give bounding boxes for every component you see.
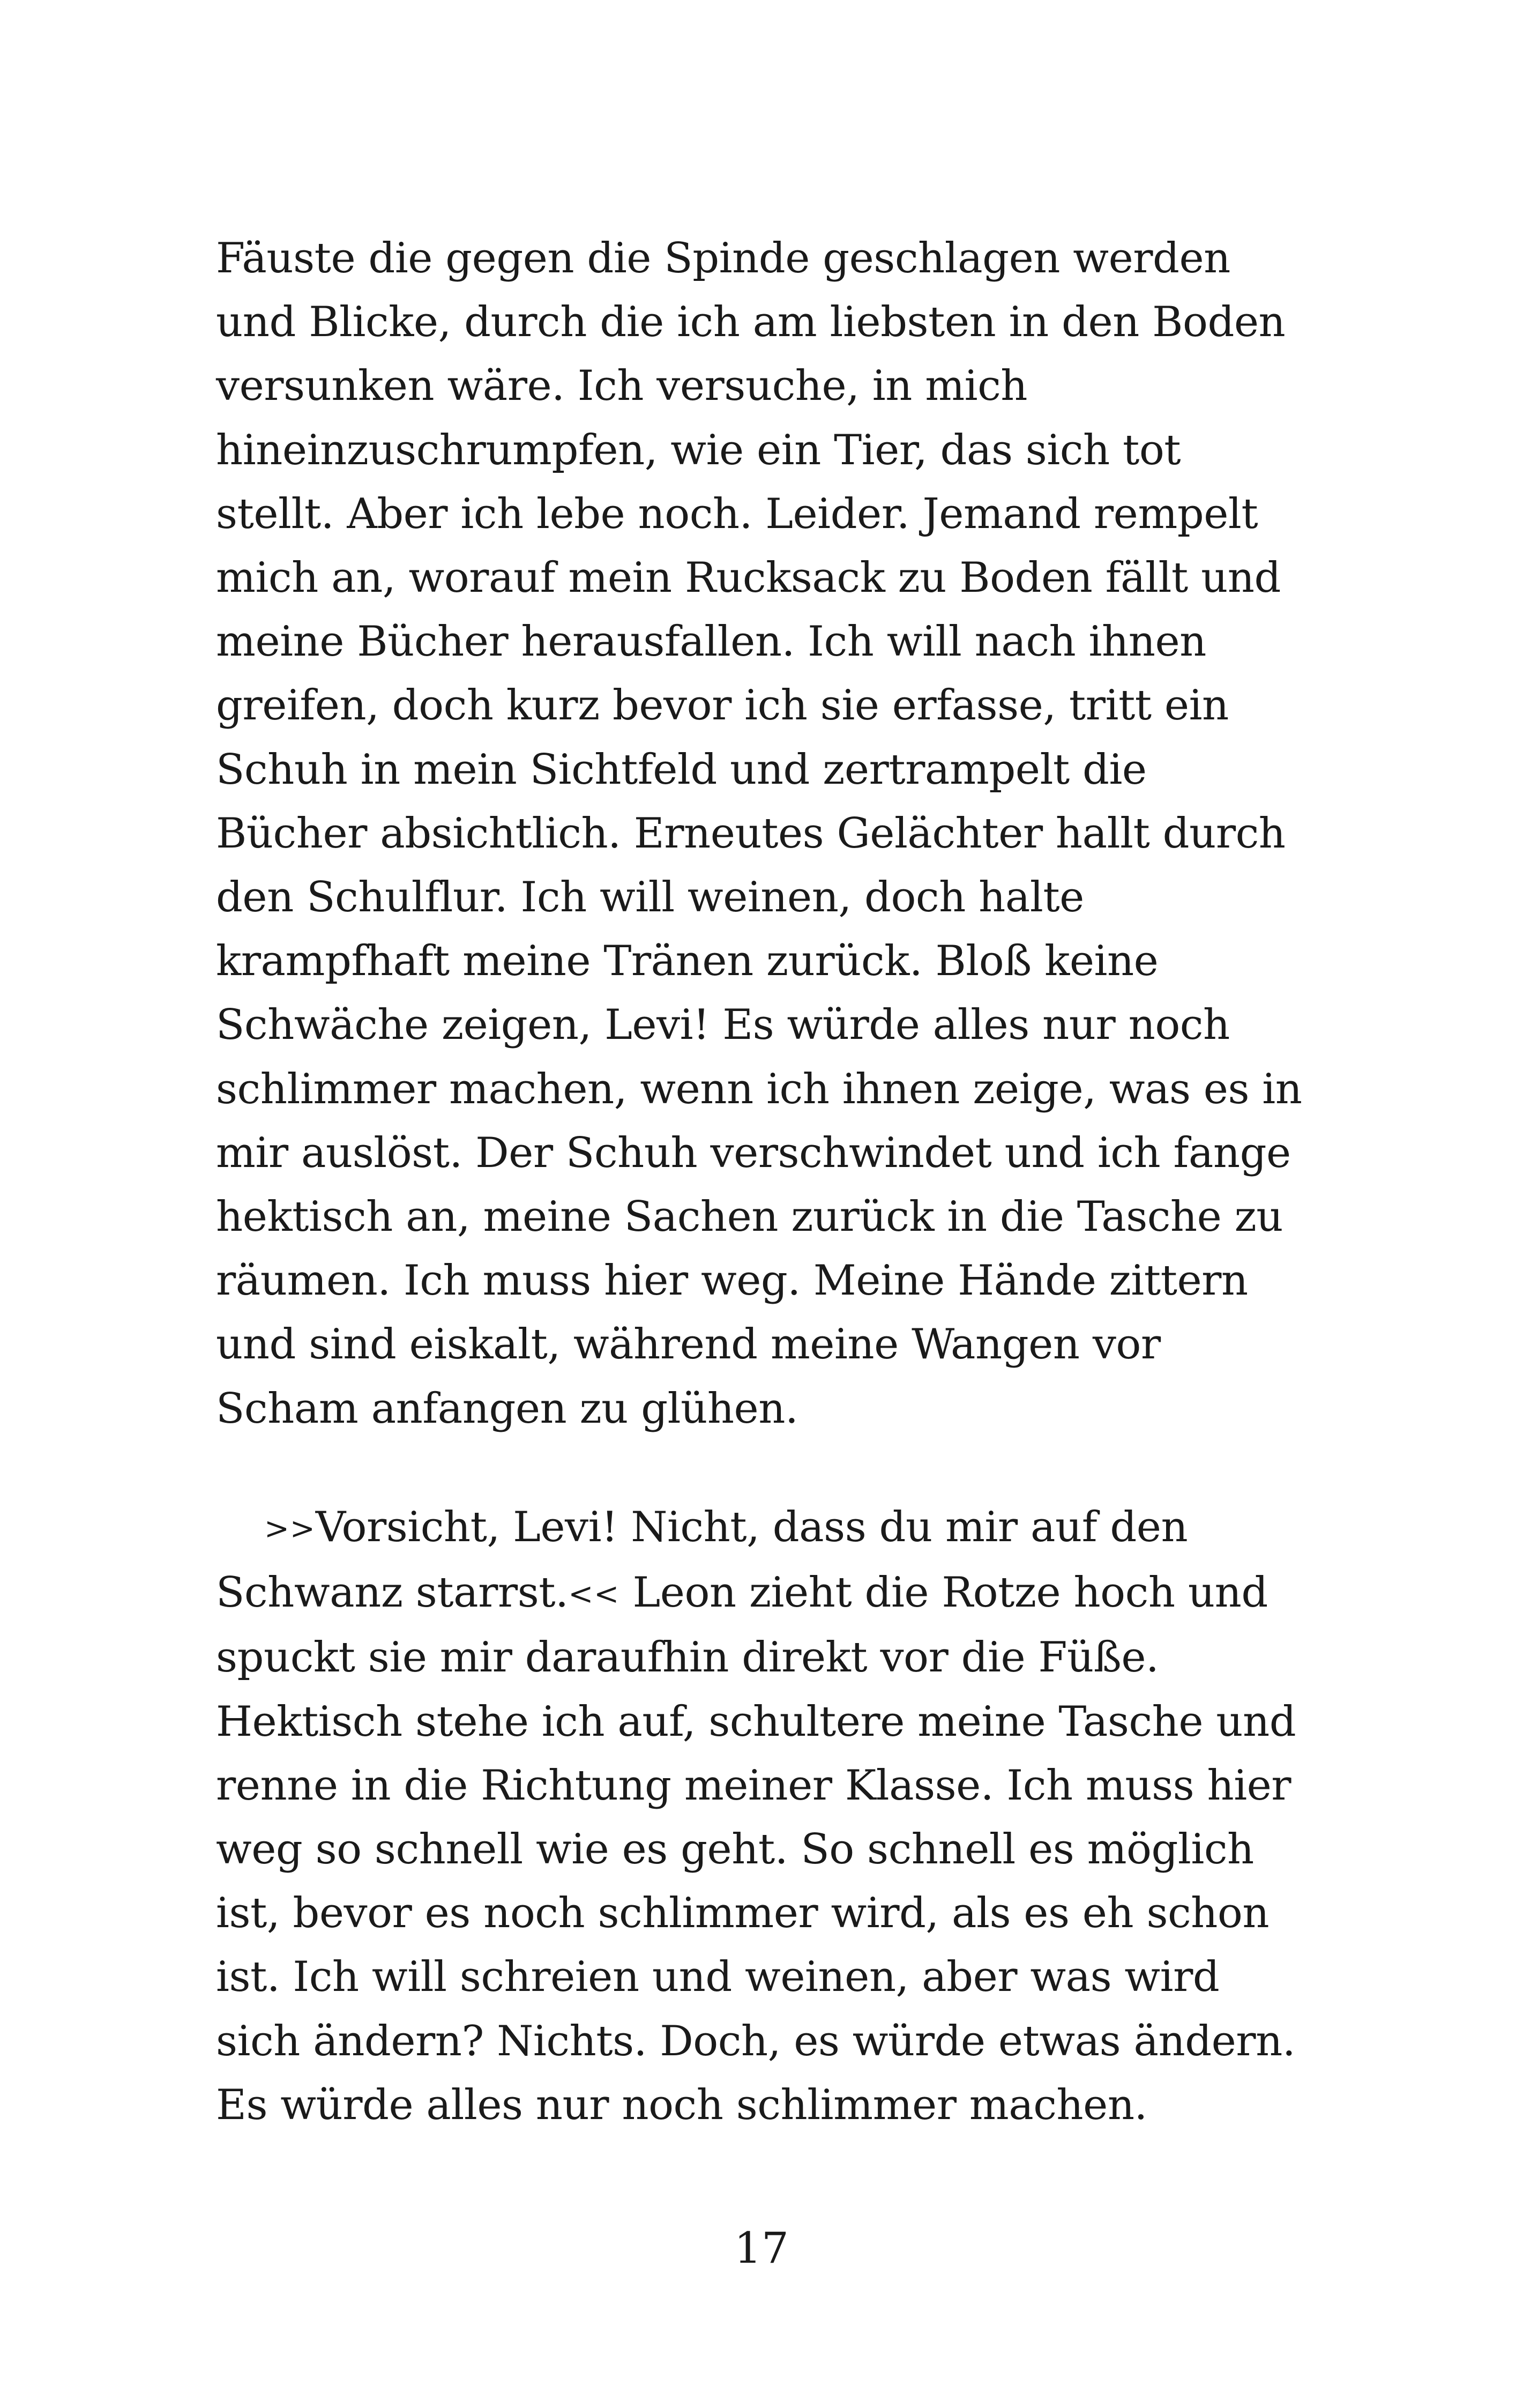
text-line: sich ändern? Nichts. Doch, es würde etwas ändern. xyxy=(216,2017,1296,2065)
text-segment: Leon zieht die Rotze hoch und xyxy=(619,1568,1268,1617)
close-quote-mark: << xyxy=(568,1577,620,1612)
text-line: meine Bücher herausfallen. Ich will nach ihnen xyxy=(216,618,1206,666)
text-line-first xyxy=(216,1496,1331,1561)
text-line: ist, bevor es noch schlimmer wird, als es eh schon xyxy=(216,1889,1270,1938)
paragraph-2 xyxy=(216,1496,1331,2137)
paragraph-1 xyxy=(216,227,1331,1441)
text-line: spuckt sie mir daraufhin direkt vor die Füße. xyxy=(216,1633,1159,1682)
text-line: Hektisch stehe ich auf, schultere meine Tasche und xyxy=(216,1697,1296,1746)
page-number: 17 xyxy=(734,2223,789,2273)
text-line: räumen. Ich muss hier weg. Meine Hände zittern xyxy=(216,1257,1248,1305)
text-line: versunken wäre. Ich versuche, in mich xyxy=(216,362,1028,411)
text-line-second xyxy=(216,1561,1331,1626)
text-line: Schwäche zeigen, Levi! Es würde alles nur noch xyxy=(216,1001,1230,1050)
open-quote-mark: >> xyxy=(264,1511,316,1547)
text-line: und Blicke, durch die ich am liebsten in den Boden xyxy=(216,298,1286,347)
text-line: Scham anfangen zu glühen. xyxy=(216,1384,798,1433)
text-line: und sind eiskalt, während meine Wangen vor xyxy=(216,1320,1161,1369)
text-segment: Schwanz starrst. xyxy=(216,1568,569,1617)
text-line: mir auslöst. Der Schuh verschwindet und ich fange xyxy=(216,1128,1291,1177)
text-line: den Schulflur. Ich will weinen, doch halte xyxy=(216,873,1084,922)
text-line: Es würde alles nur noch schlimmer machen. xyxy=(216,2080,1147,2129)
text-line: Bücher absichtlich. Erneutes Gelächter hallt durch xyxy=(216,809,1286,858)
text-line: krampfhaft meine Tränen zurück. Bloß keine xyxy=(216,937,1159,986)
text-line: hektisch an, meine Sachen zurück in die Tasche zu xyxy=(216,1193,1283,1242)
text-line: mich an, worauf mein Rucksack zu Boden fällt und xyxy=(216,554,1281,603)
text-line: hineinzuschrumpfen, wie ein Tier, das sich tot xyxy=(216,426,1181,474)
text-line: greifen, doch kurz bevor ich sie erfasse, tritt ein xyxy=(216,681,1229,730)
text-segment: Vorsicht, Levi! Nicht, dass du mir auf den xyxy=(315,1503,1188,1551)
text-line: stellt. Aber ich lebe noch. Leider. Jemand rempelt xyxy=(216,489,1258,538)
text-line: Schuh in mein Sichtfeld und zertrampelt die xyxy=(216,745,1147,794)
text-line: ist. Ich will schreien und weinen, aber was wird xyxy=(216,1953,1220,2002)
text-line: weg so schnell wie es geht. So schnell es möglich xyxy=(216,1825,1254,1874)
text-line: renne in die Richtung meiner Klasse. Ich muss hier xyxy=(216,1761,1291,1810)
text-line: schlimmer machen, wenn ich ihnen zeige, was es in xyxy=(216,1065,1302,1113)
text-line: Fäuste die gegen die Spinde geschlagen werden xyxy=(216,234,1230,283)
